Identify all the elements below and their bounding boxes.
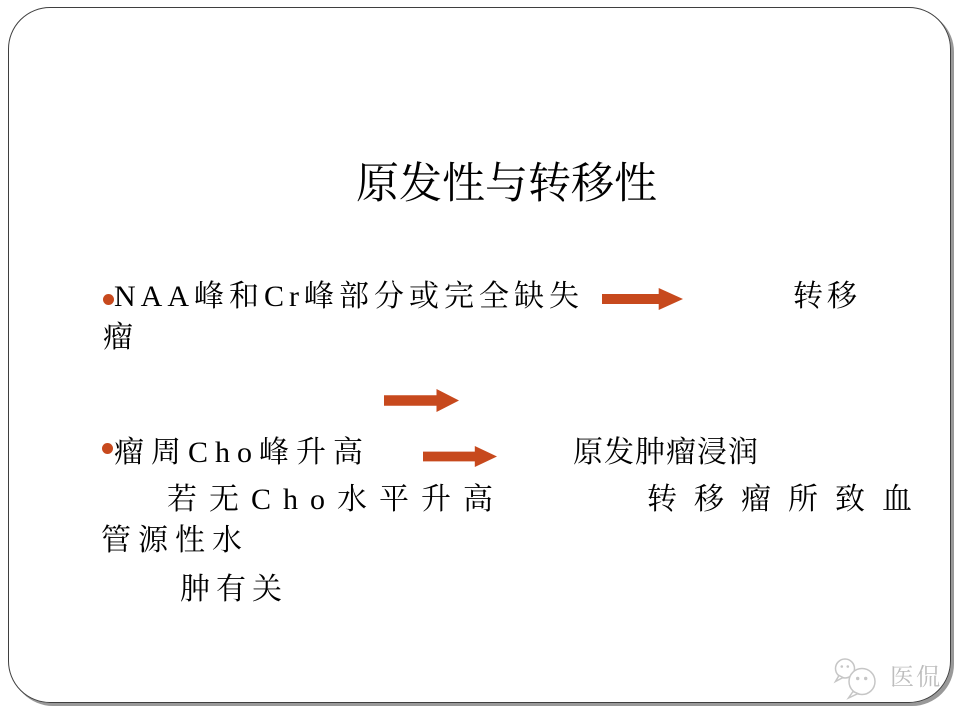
chat-bubbles-icon [831, 655, 883, 701]
bullet1-text: NAA峰和Cr峰部分或完全缺失 [114, 280, 584, 313]
bullet1-result-wrap-text: 瘤 [103, 321, 133, 354]
watermark [831, 655, 942, 701]
slide-title: 原发性与转移性 [356, 161, 657, 208]
subline2-text: 肿有关 [180, 573, 288, 606]
bullet1-result-text: 转移 [793, 280, 861, 313]
subline-left-text: 若无Cho水平升高 [167, 483, 506, 516]
bullet-icon [103, 294, 114, 305]
subline-right-text: 转移瘤所致血 [647, 483, 929, 516]
slide-frame-border [8, 7, 951, 703]
bullet2-result-text: 原发肿瘤浸润 [573, 436, 759, 469]
bullet2-text: 瘤周Cho峰升高 [114, 436, 371, 469]
bullet-icon [102, 443, 113, 454]
subline-wrap-text: 管源性水 [101, 524, 249, 557]
watermark-label: 医侃 [890, 665, 942, 691]
